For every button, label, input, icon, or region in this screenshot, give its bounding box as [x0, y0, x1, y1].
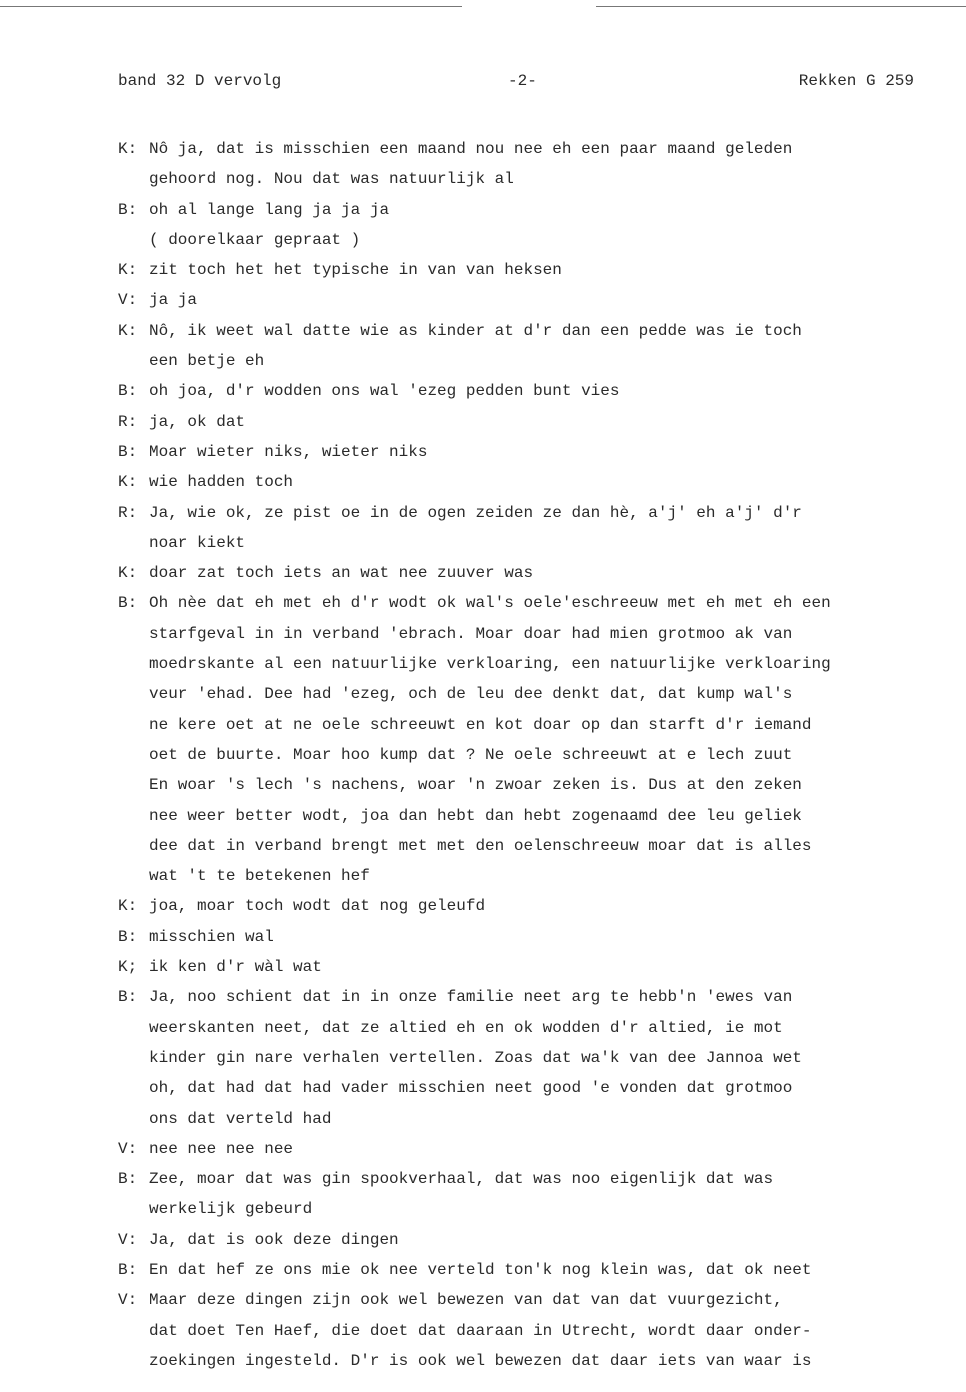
utterance-text: joa, moar toch wodt dat nog geleufd	[149, 897, 486, 916]
speaker-label: K:	[118, 321, 138, 340]
speaker-label: K:	[118, 140, 138, 158]
transcript-line	[118, 1073, 928, 1103]
utterance-text: zit toch het het typische in van van heksen	[149, 261, 562, 280]
header-page-number: -2-	[508, 72, 537, 90]
transcript-line	[118, 982, 928, 1012]
utterance-text: oet de buurte. Moar hoo kump dat ? Ne oele schreeuwt at e lech zuut	[149, 745, 793, 764]
transcript-line	[118, 285, 928, 315]
utterance-text: nee nee nee nee	[149, 1139, 294, 1158]
page-header	[118, 72, 914, 96]
transcript-line	[118, 891, 928, 921]
speaker-label: K:	[118, 897, 138, 916]
top-rule-left	[0, 6, 462, 7]
speaker-label: K:	[118, 564, 138, 583]
utterance-text: Nô ja, dat is misschien een maand nou nee eh een paar maand geleden	[149, 140, 793, 158]
transcript-line	[118, 134, 928, 164]
transcript-line	[118, 195, 928, 225]
transcript-line	[118, 1255, 928, 1285]
transcript-line	[118, 770, 928, 800]
transcript-line	[118, 255, 928, 285]
utterance-text: starfgeval in in verband 'ebrach. Moar doar had mien grotmoo ak van	[149, 624, 793, 643]
utterance-text: Moar wieter niks, wieter niks	[149, 442, 428, 461]
transcript-line	[118, 467, 928, 497]
utterance-text: En woar 's lech 's nachens, woar 'n zwoar zeken is. Dus at den zeken	[149, 776, 802, 795]
header-reference: Rekken G 259	[798, 72, 914, 90]
transcript-line	[118, 588, 928, 618]
utterance-text: Ja, dat is ook deze dingen	[149, 1230, 399, 1249]
speaker-label: B:	[118, 927, 138, 946]
utterance-text: werkelijk gebeurd	[149, 1200, 313, 1219]
utterance-text: kinder gin nare verhalen vertellen. Zoas dat wa'k van dee Jannoa wet	[149, 1048, 802, 1067]
utterance-text: moedrskante al een natuurlijke verkloaring, een natuurlijke verkloaring	[149, 655, 831, 674]
speaker-label: R:	[118, 503, 138, 522]
utterance-text: Zee, moar dat was gin spookverhaal, dat was noo eigenlijk dat was	[149, 1170, 774, 1189]
transcript-body	[118, 134, 928, 1376]
transcript-line	[118, 1013, 928, 1043]
utterance-text: ja, ok dat	[149, 412, 246, 431]
utterance-text: oh, dat had dat had vader misschien neet good 'e vonden dat grotmoo	[149, 1079, 793, 1098]
transcript-line	[118, 649, 928, 679]
utterance-text: ons dat verteld had	[149, 1109, 332, 1128]
utterance-text: wie hadden toch	[149, 473, 294, 492]
speaker-label: B:	[118, 594, 138, 613]
utterance-text: En dat hef ze ons mie ok nee verteld ton'k nog klein was, dat ok neet	[149, 1260, 812, 1279]
transcript-line	[118, 1194, 928, 1224]
speaker-label: B:	[118, 442, 138, 461]
utterance-text: misschien wal	[149, 927, 274, 946]
utterance-text: ik ken d'r wàl wat	[149, 958, 322, 977]
transcript-line	[118, 801, 928, 831]
speaker-label: B:	[118, 988, 138, 1007]
transcript-line	[118, 164, 928, 194]
speaker-label: B:	[118, 1260, 138, 1279]
speaker-label: B:	[118, 382, 138, 401]
transcript-line	[118, 1104, 928, 1134]
utterance-text: een betje eh	[149, 352, 265, 371]
speaker-label: V:	[118, 1291, 138, 1310]
header-tape-label: band 32 D vervolg	[118, 72, 282, 90]
transcript-line	[118, 316, 928, 346]
utterance-text: veur 'ehad. Dee had 'ezeg, och de leu dee denkt dat, dat kump wal's	[149, 685, 793, 704]
transcript-line	[118, 346, 928, 376]
utterance-text: oh al lange lang ja ja ja	[149, 200, 390, 219]
speaker-label: R:	[118, 412, 138, 431]
speaker-label: V:	[118, 1230, 138, 1249]
transcript-line	[118, 376, 928, 406]
utterance-text: Ja, wie ok, ze pist oe in de ogen zeiden ze dan hè, a'j' eh a'j' d'r	[149, 503, 802, 522]
utterance-text: zoekingen ingesteld. D'r is ook wel bewezen dat daar iets van waar is	[149, 1351, 812, 1370]
transcript-line	[118, 437, 928, 467]
speaker-label: K:	[118, 473, 138, 492]
transcript-line	[118, 407, 928, 437]
transcript-line	[118, 528, 928, 558]
speaker-label: V:	[118, 291, 138, 310]
speaker-label: K:	[118, 261, 138, 280]
transcript-line	[118, 1134, 928, 1164]
transcript-line	[118, 710, 928, 740]
utterance-text: Maar deze dingen zijn ook wel bewezen van dat van dat vuurgezicht,	[149, 1291, 783, 1310]
transcript-line	[118, 1164, 928, 1194]
transcript-line	[118, 740, 928, 770]
speaker-label: B:	[118, 200, 138, 219]
transcript-line	[118, 1316, 928, 1346]
utterance-text: wat 't te betekenen hef	[149, 867, 370, 886]
transcript-line	[118, 679, 928, 709]
transcript-line	[118, 831, 928, 861]
utterance-text: Ja, noo schient dat in in onze familie neet arg te hebb'n 'ewes van	[149, 988, 793, 1007]
utterance-text: oh joa, d'r wodden ons wal 'ezeg pedden bunt vies	[149, 382, 620, 401]
transcript-line	[118, 225, 928, 255]
transcript-line	[118, 619, 928, 649]
speaker-label: V:	[118, 1139, 138, 1158]
transcript-line	[118, 1225, 928, 1255]
utterance-text: Oh nèe dat eh met eh d'r wodt ok wal's oele'eschreeuw met eh met eh een	[149, 594, 831, 613]
transcript-line	[118, 922, 928, 952]
transcript-line	[118, 861, 928, 891]
utterance-text: dee dat in verband brengt met met den oelenschreeuw moar dat is alles	[149, 836, 812, 855]
utterance-text: ( doorelkaar gepraat )	[149, 230, 361, 249]
speaker-label: K;	[118, 958, 138, 977]
utterance-text: doar zat toch iets an wat nee zuuver was	[149, 564, 534, 583]
utterance-text: dat doet Ten Haef, die doet dat daaraan in Utrecht, wordt daar onder-	[149, 1321, 812, 1340]
transcript-line	[118, 1043, 928, 1073]
utterance-text: ne kere oet at ne oele schreeuwt en kot doar op dan starft d'r iemand	[149, 715, 812, 734]
utterance-text: noar kiekt	[149, 533, 246, 552]
transcript-line	[118, 1285, 928, 1315]
utterance-text: nee weer better wodt, joa dan hebt dan hebt zogenaamd dee leu geliek	[149, 806, 802, 825]
utterance-text: Nô, ik weet wal datte wie as kinder at d'r dan een pedde was ie toch	[149, 321, 802, 340]
top-rule-right	[596, 6, 966, 7]
transcript-line	[118, 498, 928, 528]
transcript-line	[118, 558, 928, 588]
transcript-line	[118, 1346, 928, 1376]
utterance-text: gehoord nog. Nou dat was natuurlijk al	[149, 170, 514, 189]
speaker-label: B:	[118, 1170, 138, 1189]
utterance-text: ja ja	[149, 291, 198, 310]
transcript-line	[118, 952, 928, 982]
utterance-text: weerskanten neet, dat ze altied eh en ok wodden d'r altied, ie mot	[149, 1018, 783, 1037]
